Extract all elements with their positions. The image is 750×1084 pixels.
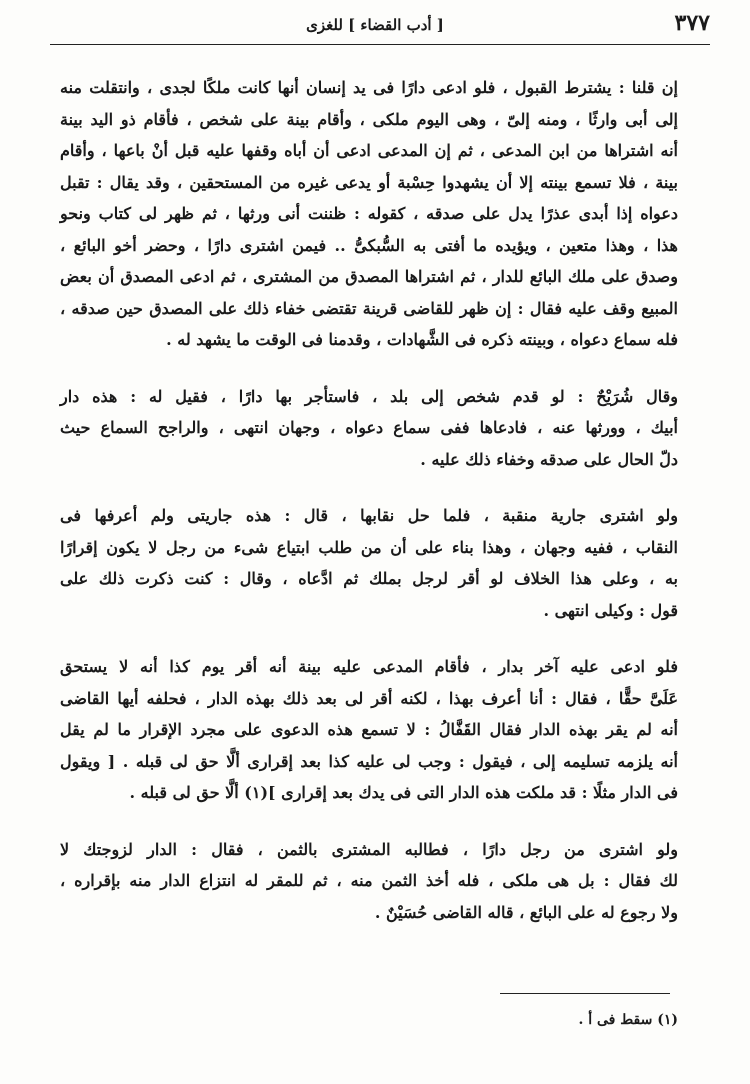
text-line: أبيك ، وورثها عنه ، فادعاها ففى سماع دعواه ، وجهان انتهى ، والراجح السماع حيث: [60, 418, 678, 437]
text-line: قول : وكيلى انتهى .: [543, 600, 678, 620]
text-line: بينة ، فلا تسمع بينته إلا أن يشهدوا حِسْبة أو يدعى غيره من المستحقين ، وقد يقال : تقبل: [60, 172, 678, 192]
text-line: إلى أبى وارثًا ، ومنه إلىّ ، وهى اليوم ملكى ، وأقام بينة على شخص ، فأقام ذو اليد بينة: [60, 109, 678, 129]
text-line: وصدق على ملك البائع للدار ، ثم اشتراها المصدق من المشترى ، ثم ادعى المصدق أن بعض: [60, 267, 678, 286]
text-line: أنه لم يقر بهذه الدار فقال القَفَّالُ : لا تسمع هذه الدعوى على مجرد الإقرار ما لم يقل: [60, 720, 678, 739]
page-body: [60, 72, 678, 953]
paragraph: [60, 381, 678, 476]
text-line: به ، وعلى هذا الخلاف لو أقر لرجل بملك ثم ادَّعاه ، وقال : كنت ذكرت ذلك على: [60, 569, 678, 588]
text-line: فله سماع دعواه ، وبينته ذكره فى الشَّهادات ، وقدمنا فى الوقت ما يشهد له .: [166, 330, 678, 349]
text-line: أنه يلزمه تسليمه إلى ، فيقول : وجب لى عليه كذا بعد إقرارى ألَّا حق لى قبله . [ ويقول: [60, 751, 678, 771]
footnote: (١) سقط فى أ .: [578, 1012, 678, 1028]
paragraph: [60, 500, 678, 626]
page-header: [40, 8, 710, 42]
running-title: [ أدب القضاء ] للغزى: [306, 16, 444, 34]
text-line: ولو اشترى من رجل دارًا ، فطالبه المشترى بالثمن ، فقال : الدار لزوجتك لا: [60, 839, 678, 859]
text-line: فلو ادعى عليه آخر بدار ، فأقام المدعى عليه بينة أنه أقر يوم كذا أنه لا يستحق: [60, 657, 678, 676]
text-line: أنه اشتراها من ابن المدعى ، ثم إن المدعى ادعى أن أباه وقفها عليه قبل أنْ باعها ، وأقام: [60, 141, 678, 160]
text-line: وقال شُرَيْحٌ : لو قدم شخص إلى بلد ، فاستأجر بها دارًا ، فقيل له : هذه دار: [60, 386, 678, 406]
footnote-rule: [500, 993, 670, 994]
text-line: ولو اشترى جارية منقبة ، فلما حل نقابها ، قال : هذه جاريتى ولم أعرفها فى: [60, 506, 678, 525]
paragraph: [60, 651, 678, 809]
text-line: النقاب ، ففيه وجهان ، وهذا بناء على أن من طلب ابتياع شىء من رجل لا يكون إقرارًا: [60, 537, 678, 557]
text-line: إن قلنا : يشترط القبول ، فلو ادعى دارًا فى يد إنسان أنها كانت ملكًا لجدى ، وانتقلت منه: [60, 78, 678, 97]
page-number: ٣٧٧: [674, 10, 710, 36]
text-line: عَلَىَّ حقًّا ، فقال : أنا أعرف بهذا ، لكنه أقر لى بعد ذلك بهذه الدار ، فحلفه أيها القاضى: [60, 688, 678, 708]
text-line: دعواه إذا أبدى عذرًا يدل على صدقه ، كقوله : ظننت أنى ورثها ، ثم ظهر لى كتاب ونحو: [60, 204, 678, 223]
text-line: ولا رجوع له على البائع ، قاله القاضى حُسَيْنٌ .: [374, 902, 678, 922]
text-line: هذا ، وهذا متعين ، ويؤيده ما أفتى به السُّبكىُّ .. فيمن اشترى دارًا ، وحضر أخو البائع ،: [60, 235, 678, 255]
header-rule: [50, 44, 710, 45]
text-line: المبيع وقف عليه فقال : إن ظهر للقاضى قرينة تقتضى خفاء ذلك على المصدق حين صدقه ،: [60, 298, 678, 318]
paragraph: [60, 72, 678, 356]
text-line: لك فقال : بل هى ملكى ، فله أخذ الثمن منه ، ثم للمقر له انتزاع الدار منه بإقراره ،: [60, 871, 678, 890]
text-line: فى الدار مثلًا : قد ملكت هذه الدار التى فى يدك بعد إقرارى ](١) ألَّا حق لى قبله .: [129, 783, 678, 802]
text-line: دلّ الحال على صدقه وخفاء ذلك عليه .: [420, 449, 678, 469]
paragraph: [60, 834, 678, 929]
